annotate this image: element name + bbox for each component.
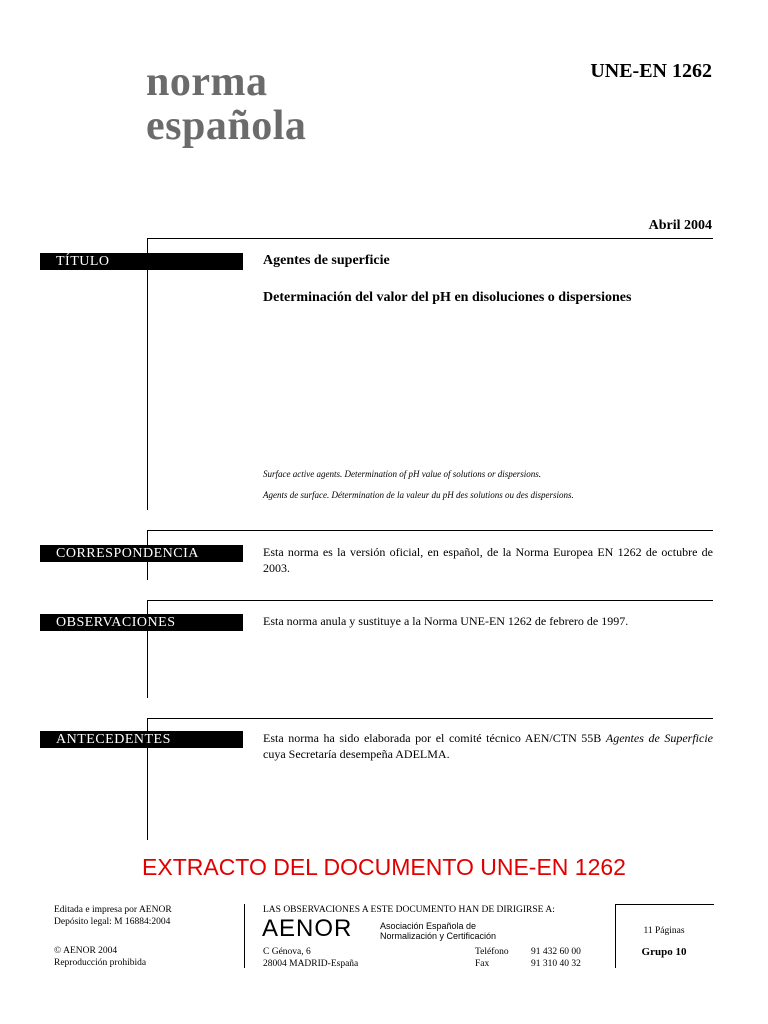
antecedentes-rule <box>147 718 713 719</box>
assoc-line2: Normalización y Certificación <box>380 931 497 941</box>
antecedentes-text <box>263 730 713 762</box>
fax-label: Fax <box>475 959 490 969</box>
address-city: 28004 MADRID-España <box>263 959 359 969</box>
address-street: C Génova, 6 <box>263 947 311 957</box>
contact-values <box>531 946 581 970</box>
aenor-association <box>380 921 496 941</box>
legal-deposit: Depósito legal: M 16884:2004 <box>54 917 171 927</box>
title-french: Agents de surface. Détermination de la valeur du pH des solutions ou des dispersions. <box>263 490 574 500</box>
observaciones-text: Esta norma anula y sustituye a la Norma UNE-EN 1262 de febrero de 1997. <box>263 614 629 628</box>
heading-line1: norma <box>146 59 268 105</box>
correspondencia-label: CORRESPONDENCIA <box>40 545 243 562</box>
observaciones-label: OBSERVACIONES <box>40 614 243 631</box>
correspondencia-text: Esta norma es la versión oficial, en español, de la Norma Europea EN 1262 de octubre de 2003. <box>263 545 713 575</box>
edited-by: Editada e impresa por AENOR <box>54 905 172 915</box>
fax-number: 91 310 40 32 <box>531 959 581 969</box>
correspondencia-rule <box>147 530 713 531</box>
heading-line2: española <box>146 103 307 149</box>
top-rule <box>147 238 713 239</box>
norma-espanola-heading <box>146 60 306 148</box>
titulo-label: TÍTULO <box>40 253 243 270</box>
antecedentes-label: ANTECEDENTES <box>40 731 243 748</box>
titulo-vertical-rule <box>147 238 148 510</box>
aenor-logo: AENOR <box>262 915 353 942</box>
observaciones-rule <box>147 600 713 601</box>
title-english: Surface active agents. Determination of pH value of solutions or dispersions. <box>263 469 541 479</box>
footer-copyright <box>54 945 146 969</box>
standard-code: UNE-EN 1262 <box>590 60 712 82</box>
antecedentes-text-a: Esta norma ha sido elaborada por el comité técnico AEN/CTN 55B <box>263 731 606 745</box>
copyright-text: AENOR 2004 <box>63 946 118 956</box>
extract-banner: EXTRACTO DEL DOCUMENTO UNE-EN 1262 <box>142 854 626 880</box>
assoc-line1: Asociación Española de <box>380 921 477 931</box>
reproduction-notice: Reproducción prohibida <box>54 958 147 968</box>
copyright-icon: © <box>54 946 62 956</box>
footer-publisher <box>54 904 172 928</box>
phone-label: Teléfono <box>475 947 509 957</box>
publication-date: Abril 2004 <box>648 218 712 233</box>
title-spanish-main: Agentes de superficie <box>263 253 390 268</box>
address-block <box>263 946 358 970</box>
price-group: Grupo 10 <box>641 946 687 958</box>
antecedentes-text-b: cuya Secretaría desempeña ADELMA. <box>263 747 450 761</box>
observations-heading: LAS OBSERVACIONES A ESTE DOCUMENTO HAN DE DIRIGIRSE A: <box>263 905 555 915</box>
footer-divider <box>244 904 245 968</box>
contact-labels <box>475 946 509 970</box>
phone-number: 91 432 60 00 <box>531 947 581 957</box>
antecedentes-committee-name: Agentes de Superficie <box>605 731 714 745</box>
title-spanish-sub: Determinación del valor del pH en disoluciones o dispersiones <box>263 290 632 305</box>
page-count: 11 Páginas <box>643 926 685 936</box>
